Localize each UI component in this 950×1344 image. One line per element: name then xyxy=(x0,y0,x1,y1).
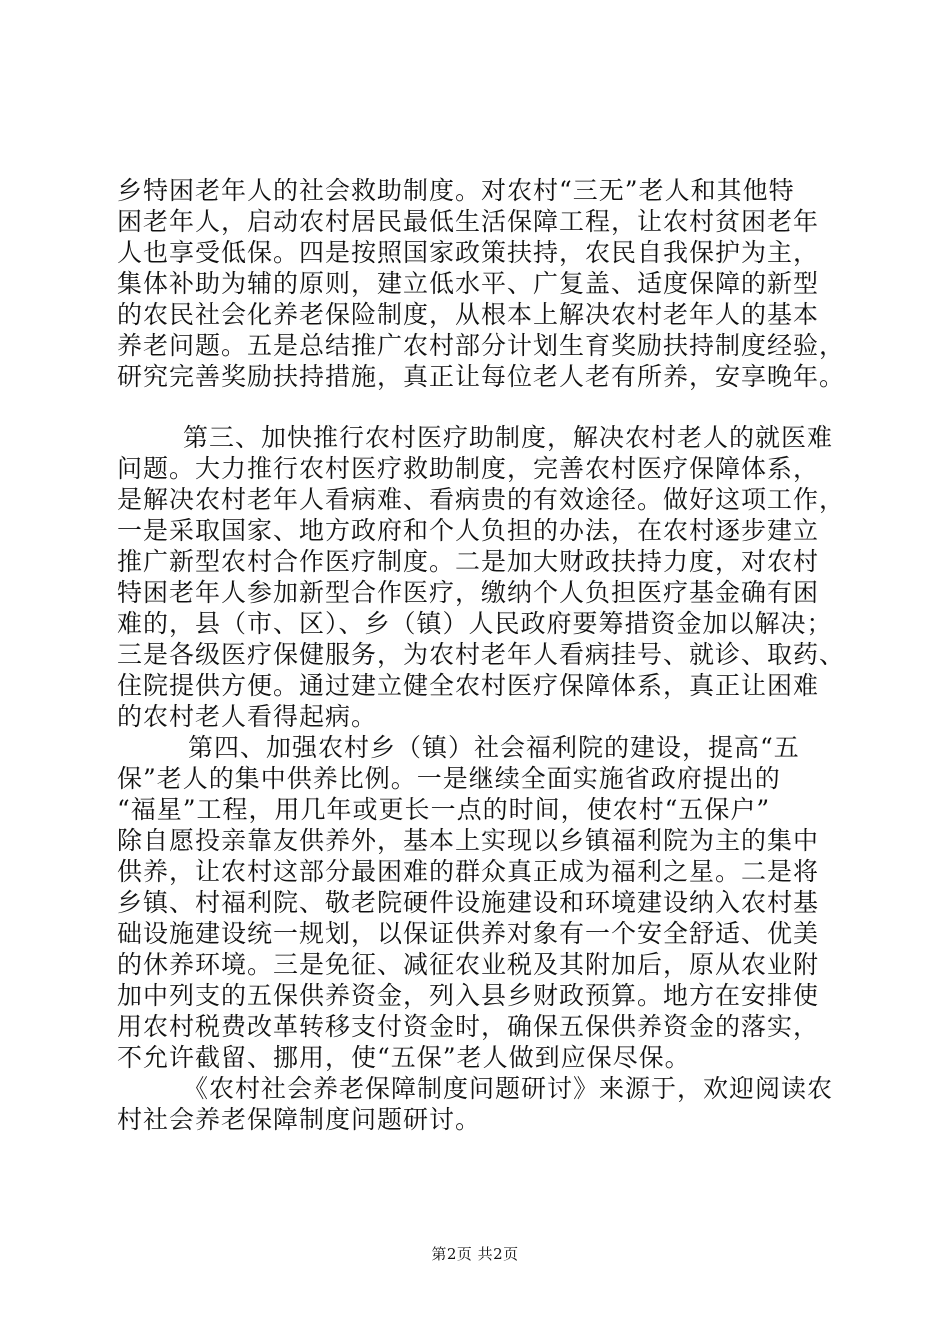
text-line: 三是各级医疗保健服务，为农村老年人看病挂号、就诊、取药、 xyxy=(117,640,846,669)
text-line: 第三、加快推行农村医疗助制度，解决农村老人的就医难 xyxy=(183,423,834,452)
text-line: 推广新型农村合作医疗制度。二是加大财政扶持力度，对农村 xyxy=(117,547,820,576)
text-line: 础设施建设统一规划，以保证供养对象有一个安全舒适、优美 xyxy=(117,919,820,948)
text-line: 乡镇、村福利院、敬老院硬件设施建设和环境建设纳入农村基 xyxy=(117,888,820,917)
text-line: 保”老人的集中供养比例。一是继续全面实施省政府提出的 xyxy=(117,764,781,793)
text-line: 村社会养老保障制度问题研讨。 xyxy=(117,1105,482,1134)
text-line: 供养，让农村这部分最困难的群众真正成为福利之星。二是将 xyxy=(117,857,820,886)
text-line: “福星”工程，用几年或更长一点的时间，使农村“五保户” xyxy=(117,795,771,824)
page-number-footer: 第2页 共2页 xyxy=(431,1245,519,1263)
text-line: 的农村老人看得起病。 xyxy=(117,702,378,731)
text-line: 用农村税费改革转移支付资金时，确保五保供养资金的落实， xyxy=(117,1012,820,1041)
text-line: 特困老年人参加新型合作医疗，缴纳个人负担医疗基金确有困 xyxy=(117,578,820,607)
text-line: 问题。大力推行农村医疗救助制度，完善农村医疗保障体系， xyxy=(117,454,820,483)
text-line: 研究完善奖励扶持措施，真正让每位老人老有所养，安享晚年。 xyxy=(117,362,846,391)
text-line: 乡特困老年人的社会救助制度。对农村“三无”老人和其他特 xyxy=(117,176,795,205)
text-line: 除自愿投亲靠友供养外，基本上实现以乡镇福利院为主的集中 xyxy=(117,826,820,855)
text-line: 困老年人，启动农村居民最低生活保障工程，让农村贫困老年 xyxy=(117,207,820,236)
text-line: 的休养环境。三是免征、减征农业税及其附加后，原从农业附 xyxy=(117,950,820,979)
text-line: 难的，县（市、区）、乡（镇）人民政府要筹措资金加以解决； xyxy=(117,609,833,638)
text-line: 第四、加强农村乡（镇）社会福利院的建设，提高“五 xyxy=(188,733,800,762)
text-line: 一是采取国家、地方政府和个人负担的办法，在农村逐步建立 xyxy=(117,516,820,545)
text-line: 《农村社会养老保障制度问题研讨》来源于，欢迎阅读农 xyxy=(183,1074,834,1103)
text-line: 集体补助为辅的原则，建立低水平、广复盖、适度保障的新型 xyxy=(117,269,820,298)
text-line: 是解决农村老年人看病难、看病贵的有效途径。做好这项工作， xyxy=(117,485,846,514)
text-line: 加中列支的五保供养资金，列入县乡财政预算。地方在安排使 xyxy=(117,981,820,1010)
text-line: 养老问题。五是总结推广农村部分计划生育奖励扶持制度经验， xyxy=(117,331,846,360)
text-line: 不允许截留、挪用，使“五保”老人做到应保尽保。 xyxy=(117,1043,691,1072)
text-line: 人也享受低保。四是按照国家政策扶持，农民自我保护为主， xyxy=(117,238,820,267)
text-line: 住院提供方便。通过建立健全农村医疗保障体系，真正让困难 xyxy=(117,671,820,700)
text-line: 的农民社会化养老保险制度，从根本上解决农村老年人的基本 xyxy=(117,300,820,329)
